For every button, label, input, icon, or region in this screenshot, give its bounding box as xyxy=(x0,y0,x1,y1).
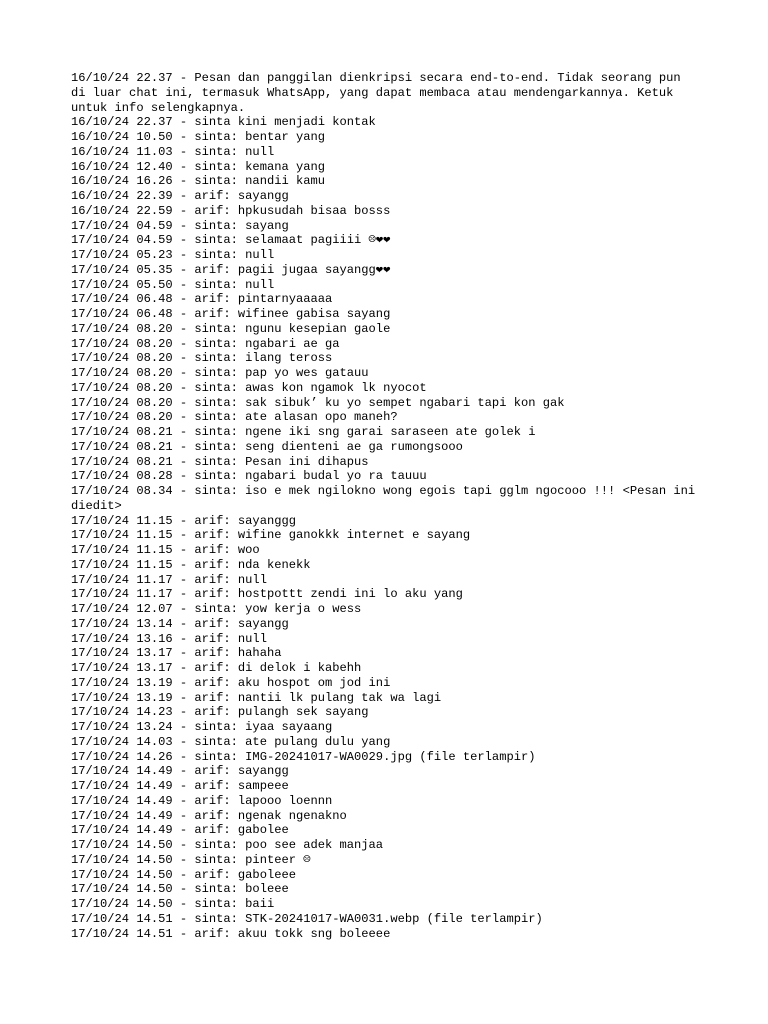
chat-line: 17/10/24 14.50 - sinta: poo see adek manjaa xyxy=(71,838,384,852)
chat-line: 17/10/24 14.51 - arif: akuu tokk sng boleeee xyxy=(71,926,391,941)
chat-line: 17/10/24 08.20 - sinta: ate alasan opo maneh? xyxy=(71,410,398,425)
chat-line: 17/10/24 08.20 - sinta: pap yo wes gatauu xyxy=(71,366,369,380)
chat-line: 17/10/24 11.15 - arif: woo xyxy=(71,543,260,557)
chat-line: 17/10/24 13.19 - arif: aku hospot om jod ini xyxy=(71,675,391,690)
chat-line: 17/10/24 13.16 - arif: null xyxy=(71,631,267,646)
chat-line: 17/10/24 11.15 - arif: sayanggg xyxy=(71,513,296,528)
chat-line: 16/10/24 16.26 - sinta: nandii kamu xyxy=(71,174,326,189)
chat-line: 17/10/24 05.50 - sinta: null xyxy=(71,277,275,292)
chat-line: 17/10/24 14.49 - arif: sampeee xyxy=(71,779,289,793)
chat-line: 17/10/24 08.20 - sinta: sak sibuk’ ku yo sempet ngabari tapi kon gak xyxy=(71,395,565,410)
chat-line: 17/10/24 08.21 - sinta: Pesan ini dihapus xyxy=(71,454,369,469)
chat-line: 17/10/24 14.50 - arif: gaboleee xyxy=(71,867,296,882)
chat-line: 16/10/24 22.37 - sinta kini menjadi kontak xyxy=(71,115,376,130)
chat-line: 17/10/24 08.20 - sinta: ilang teross xyxy=(71,351,333,366)
chat-line: 17/10/24 08.20 - sinta: ngunu kesepian gaole xyxy=(71,321,391,336)
chat-line: 17/10/24 14.23 - arif: pulangh sek sayang xyxy=(71,705,369,720)
chat-line: 17/10/24 11.17 - arif: hostpottt zendi ini lo aku yang xyxy=(71,587,463,602)
chat-line: 17/10/24 04.59 - sinta: selamaat pagiiii ☹❤❤ xyxy=(71,233,391,248)
chat-line: 17/10/24 08.21 - sinta: seng dienteni ae ga rumongsooo xyxy=(71,439,463,454)
chat-line: 17/10/24 13.24 - sinta: iyaa sayaang xyxy=(71,720,333,734)
chat-line: 17/10/24 13.19 - arif: nantii lk pulang tak wa lagi xyxy=(71,690,442,705)
chat-line: 17/10/24 14.49 - arif: lapooo loennn xyxy=(71,793,333,808)
chat-line: 17/10/24 11.15 - arif: wifine ganokkk internet e sayang xyxy=(71,528,471,543)
chat-line: 17/10/24 11.17 - arif: null xyxy=(71,572,267,587)
chat-line: 17/10/24 08.20 - sinta: ngabari ae ga xyxy=(71,336,340,351)
chat-line: 17/10/24 14.03 - sinta: ate pulang dulu yang xyxy=(71,734,391,749)
chat-line: 17/10/24 13.17 - arif: hahaha xyxy=(71,646,282,661)
chat-line: 16/10/24 22.59 - arif: hpkusudah bisaa bosss xyxy=(71,203,391,218)
chat-line: 17/10/24 12.07 - sinta: yow kerja o wess xyxy=(71,602,362,616)
chat-line: 17/10/24 04.59 - sinta: sayang xyxy=(71,218,289,233)
chat-line: 17/10/24 14.49 - arif: gabolee xyxy=(71,823,289,838)
system-message-encryption: 16/10/24 22.37 - Pesan dan panggilan dienkripsi secara end-to-end. Tidak seorang pun di luar chat ini, termasuk WhatsApp, yang dapat membaca atau mendengarkannya. Ketuk untuk info selengkapnya. xyxy=(71,71,688,115)
chat-line: 17/10/24 08.34 - sinta: iso e mek ngilokno wong egois tapi gglm ngocooo !!! <Pesan ini diedit> xyxy=(71,484,703,513)
chat-line: 17/10/24 14.50 - sinta: baii xyxy=(71,897,275,911)
chat-line: 16/10/24 22.39 - arif: sayangg xyxy=(71,189,289,203)
chat-line: 17/10/24 14.51 - sinta: STK-20241017-WA0031.webp (file terlampir) xyxy=(71,911,543,926)
chat-line: 17/10/24 05.23 - sinta: null xyxy=(71,248,275,262)
chat-line: 17/10/24 14.50 - sinta: pinteer ☹ xyxy=(71,852,311,867)
chat-line: 17/10/24 05.35 - arif: pagii jugaa sayangg❤❤ xyxy=(71,262,391,277)
chat-line: 17/10/24 13.17 - arif: di delok i kabehh xyxy=(71,661,362,675)
chat-line: 16/10/24 10.50 - sinta: bentar yang xyxy=(71,130,326,144)
chat-line: 16/10/24 12.40 - sinta: kemana yang xyxy=(71,159,326,174)
chat-transcript xyxy=(71,71,701,941)
chat-line: 17/10/24 06.48 - arif: wifinee gabisa sayang xyxy=(71,307,391,321)
chat-line: 17/10/24 08.21 - sinta: ngene iki sng garai saraseen ate golek i xyxy=(71,425,536,439)
chat-line: 17/10/24 11.15 - arif: nda kenekk xyxy=(71,557,311,572)
chat-line: 17/10/24 06.48 - arif: pintarnyaaaaa xyxy=(71,292,333,307)
chat-line: 17/10/24 14.49 - arif: ngenak ngenakno xyxy=(71,808,347,823)
chat-line: 17/10/24 13.14 - arif: sayangg xyxy=(71,616,289,631)
chat-line: 17/10/24 14.50 - sinta: boleee xyxy=(71,882,289,897)
chat-line: 17/10/24 08.28 - sinta: ngabari budal yo ra tauuu xyxy=(71,469,427,484)
chat-line: 17/10/24 14.26 - sinta: IMG-20241017-WA0029.jpg (file terlampir) xyxy=(71,749,536,764)
chat-line: 17/10/24 08.20 - sinta: awas kon ngamok lk nyocot xyxy=(71,380,427,395)
chat-line: 16/10/24 11.03 - sinta: null xyxy=(71,144,275,159)
chat-line: 17/10/24 14.49 - arif: sayangg xyxy=(71,764,289,779)
